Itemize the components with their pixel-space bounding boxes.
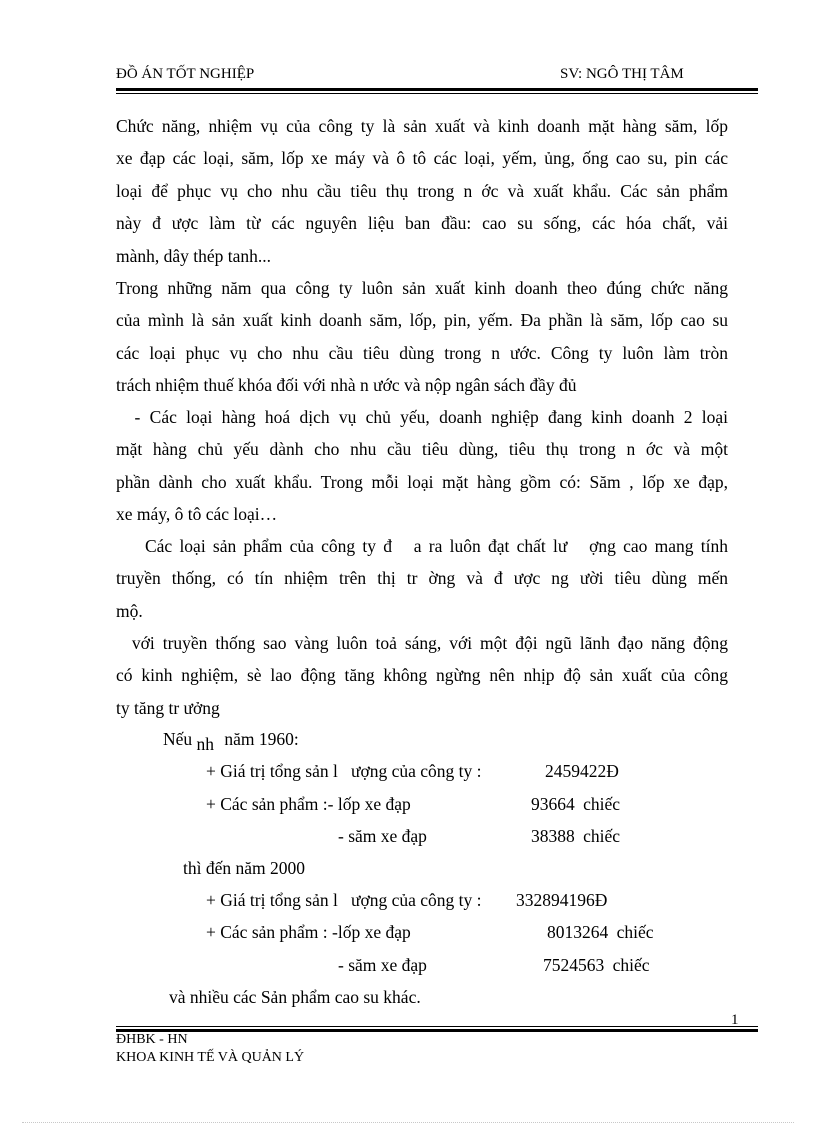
- paragraph-functions: [116, 110, 728, 272]
- footer-rule-thin: [116, 1026, 758, 1027]
- tubes-count: 38388: [531, 826, 575, 846]
- paragraph-line: xe máy, ô tô các loại…: [116, 504, 278, 525]
- header-left: ĐỒ ÁN TỐT NGHIỆP: [116, 66, 255, 82]
- intro-year: năm 1960:: [224, 729, 299, 749]
- paragraph-line: Các loại sản phẩm của công ty đ a ra luôn đạt chất lư ợng cao mang tính: [116, 536, 728, 556]
- paragraph-line: Chức năng, nhiệm vụ của công ty là sản xuất và kinh doanh mặt hàng săm, lốp: [116, 116, 728, 136]
- stat-1960-products-label: + Các sản phẩm :- lốp xe đạp: [206, 794, 411, 814]
- paragraph-quality: [116, 530, 728, 627]
- paragraph-line: của mình là sản xuất kinh doanh săm, lốp, pin, yếm. Đa phần là săm, lốp cao su: [116, 310, 728, 331]
- stats-intro-1960: [163, 729, 299, 754]
- stat-1960-tyres: [531, 794, 620, 815]
- stat-2000-tubes-label: - săm xe đạp: [338, 955, 427, 975]
- paragraph-operations: [116, 272, 728, 402]
- paragraph-line: với truyền thống sao vàng luôn toả sáng, với một đội ngũ lãnh đạo năng động: [116, 633, 728, 653]
- paragraph-line: Trong những năm qua công ty luôn sản xuất kinh doanh theo đúng chức năng: [116, 278, 728, 298]
- stat-2000-products-label: + Các sản phẩm : -lốp xe đạp: [206, 922, 411, 942]
- unit: chiếc: [583, 826, 621, 846]
- stat-1960-tubes-label: - săm xe đạp: [338, 826, 427, 846]
- paragraph-line: xe đạp các loại, săm, lốp xe máy và ô tô các loại, yếm, ủng, ống cao su, pin các: [116, 148, 728, 169]
- stat-2000-value: 332894196Đ: [516, 890, 608, 910]
- paragraph-goods: [116, 401, 728, 531]
- unit: chiếc: [583, 794, 621, 814]
- tyres-count: 8013264: [547, 922, 609, 942]
- footer-faculty: KHOA KINH TẾ VÀ QUẢN LÝ: [116, 1050, 305, 1065]
- unit: chiếc: [616, 922, 654, 942]
- unit: chiếc: [612, 955, 650, 975]
- paragraph-line: các loại phục vụ cho nhu cầu tiêu dùng trong n ước. Công ty luôn làm tròn: [116, 342, 728, 363]
- intro-subscript: nh: [196, 734, 215, 754]
- paragraph-line: - Các loại hàng hoá dịch vụ chủ yếu, doanh nghiệp đang kinh doanh 2 loại: [116, 407, 728, 427]
- paragraph-line: mộ.: [116, 600, 143, 621]
- footer-rule-thick: [116, 1029, 758, 1032]
- tubes-count: 7524563: [543, 955, 605, 975]
- stat-2000-tyres: [547, 922, 654, 943]
- paragraph-line: mặt hàng chủ yếu dành cho nhu cầu tiêu dùng, tiêu thụ trong n ớc và một: [116, 439, 728, 460]
- paragraph-tradition: [116, 627, 728, 724]
- footer-university: ĐHBK - HN: [116, 1032, 188, 1047]
- intro-word: Nếu: [163, 729, 193, 749]
- paragraph-line: ty tăng tr ưởng: [116, 697, 220, 718]
- header-rule-thick: [116, 88, 758, 91]
- stat-1960-value: 2459422Đ: [545, 761, 619, 781]
- stat-1960-value-label: + Giá trị tổng sản l ượng của công ty :: [206, 761, 482, 781]
- stats-closing: và nhiều các Sản phẩm cao su khác.: [169, 987, 421, 1007]
- paragraph-line: này đ ược làm từ các nguyên liệu ban đầu: cao su sống, các hóa chất, vải: [116, 213, 728, 234]
- paragraph-line: phần dành cho xuất khẩu. Trong mỗi loại mặt hàng gồm có: Săm , lốp xe đạp,: [116, 471, 728, 492]
- stat-1960-tubes: [531, 826, 620, 847]
- paragraph-line: trách nhiệm thuế khóa đối với nhà n ước và nộp ngân sách đầy đủ: [116, 375, 577, 396]
- stat-2000-tubes: [543, 955, 650, 976]
- header-rule-thin: [116, 93, 758, 94]
- header-right: SV: NGÔ THỊ TÂM: [560, 66, 684, 82]
- paragraph-line: có kinh nghiệm, sè lao động tăng không ngừng nên nhịp độ sản xuất của công: [116, 665, 728, 686]
- stat-2000-value-label: + Giá trị tổng sản l ượng của công ty :: [206, 890, 482, 910]
- tyres-count: 93664: [531, 794, 575, 814]
- paragraph-line: loại để phục vụ cho nhu cầu tiêu thụ trong n ớc và xuất khẩu. Các sản phẩm: [116, 180, 728, 201]
- paragraph-line: mành, dây thép tanh...: [116, 245, 272, 266]
- paragraph-line: truyền thống, có tín nhiệm trên thị tr ờng và đ ược ng ười tiêu dùng mến: [116, 568, 728, 589]
- page-number: 1: [731, 1012, 739, 1028]
- stats-intro-2000: thì đến năm 2000: [183, 858, 305, 878]
